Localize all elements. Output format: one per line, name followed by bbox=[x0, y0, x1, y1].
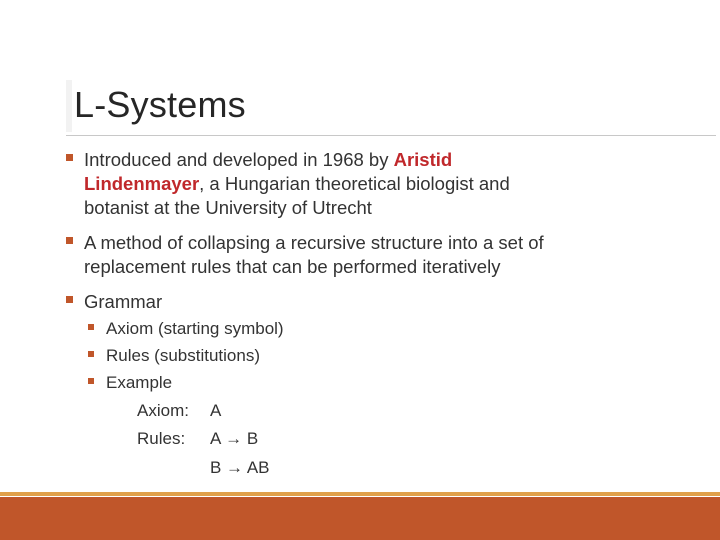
title-accent-bar bbox=[66, 80, 72, 132]
square-bullet-icon bbox=[88, 351, 94, 357]
bullet-text-post: , a Hungarian theoretical biologist and bbox=[199, 173, 510, 194]
bullet-text-line3: botanist at the University of Utrecht bbox=[84, 197, 372, 218]
footer-bar bbox=[0, 497, 720, 540]
slide-title: L-Systems bbox=[74, 84, 246, 125]
name-lindenmayer: Lindenmayer bbox=[84, 173, 200, 194]
square-bullet-icon bbox=[66, 154, 73, 161]
name-aristid: Aristid bbox=[393, 149, 453, 170]
bullet-text: Grammar bbox=[84, 291, 163, 312]
sub-bullet-text: Rules (substitutions) bbox=[106, 346, 261, 365]
square-bullet-icon bbox=[88, 324, 94, 330]
bullet-method bbox=[66, 231, 666, 279]
example-rule-2: B → AB bbox=[210, 458, 270, 477]
sub-bullet-text: Axiom (starting symbol) bbox=[106, 319, 284, 338]
sub-bullet-text: Example bbox=[106, 373, 173, 392]
example-axiom-label: Axiom: bbox=[137, 401, 189, 420]
sub-bullet-example bbox=[88, 372, 172, 394]
bullet-text bbox=[84, 148, 666, 220]
example-rules-label: Rules: bbox=[137, 429, 186, 448]
sub-bullet-rules bbox=[88, 345, 260, 367]
square-bullet-icon bbox=[88, 378, 94, 384]
bullet-text-pre: Introduced and developed in 1968 by bbox=[84, 149, 394, 170]
sub-bullet-axiom bbox=[88, 318, 284, 340]
bullet-grammar bbox=[66, 290, 666, 314]
square-bullet-icon bbox=[66, 237, 73, 244]
title-divider bbox=[66, 135, 716, 136]
example-axiom-value: A bbox=[210, 401, 222, 420]
bullet-text-line1: A method of collapsing a recursive structure into a set of bbox=[84, 232, 544, 253]
footer-accent-line bbox=[0, 492, 720, 496]
bullet-text-line2: replacement rules that can be performed iteratively bbox=[84, 256, 501, 277]
square-bullet-icon bbox=[66, 296, 73, 303]
example-rule-1: A → B bbox=[210, 429, 259, 448]
bullet-text bbox=[84, 231, 666, 279]
bullet-introduced bbox=[66, 148, 666, 220]
